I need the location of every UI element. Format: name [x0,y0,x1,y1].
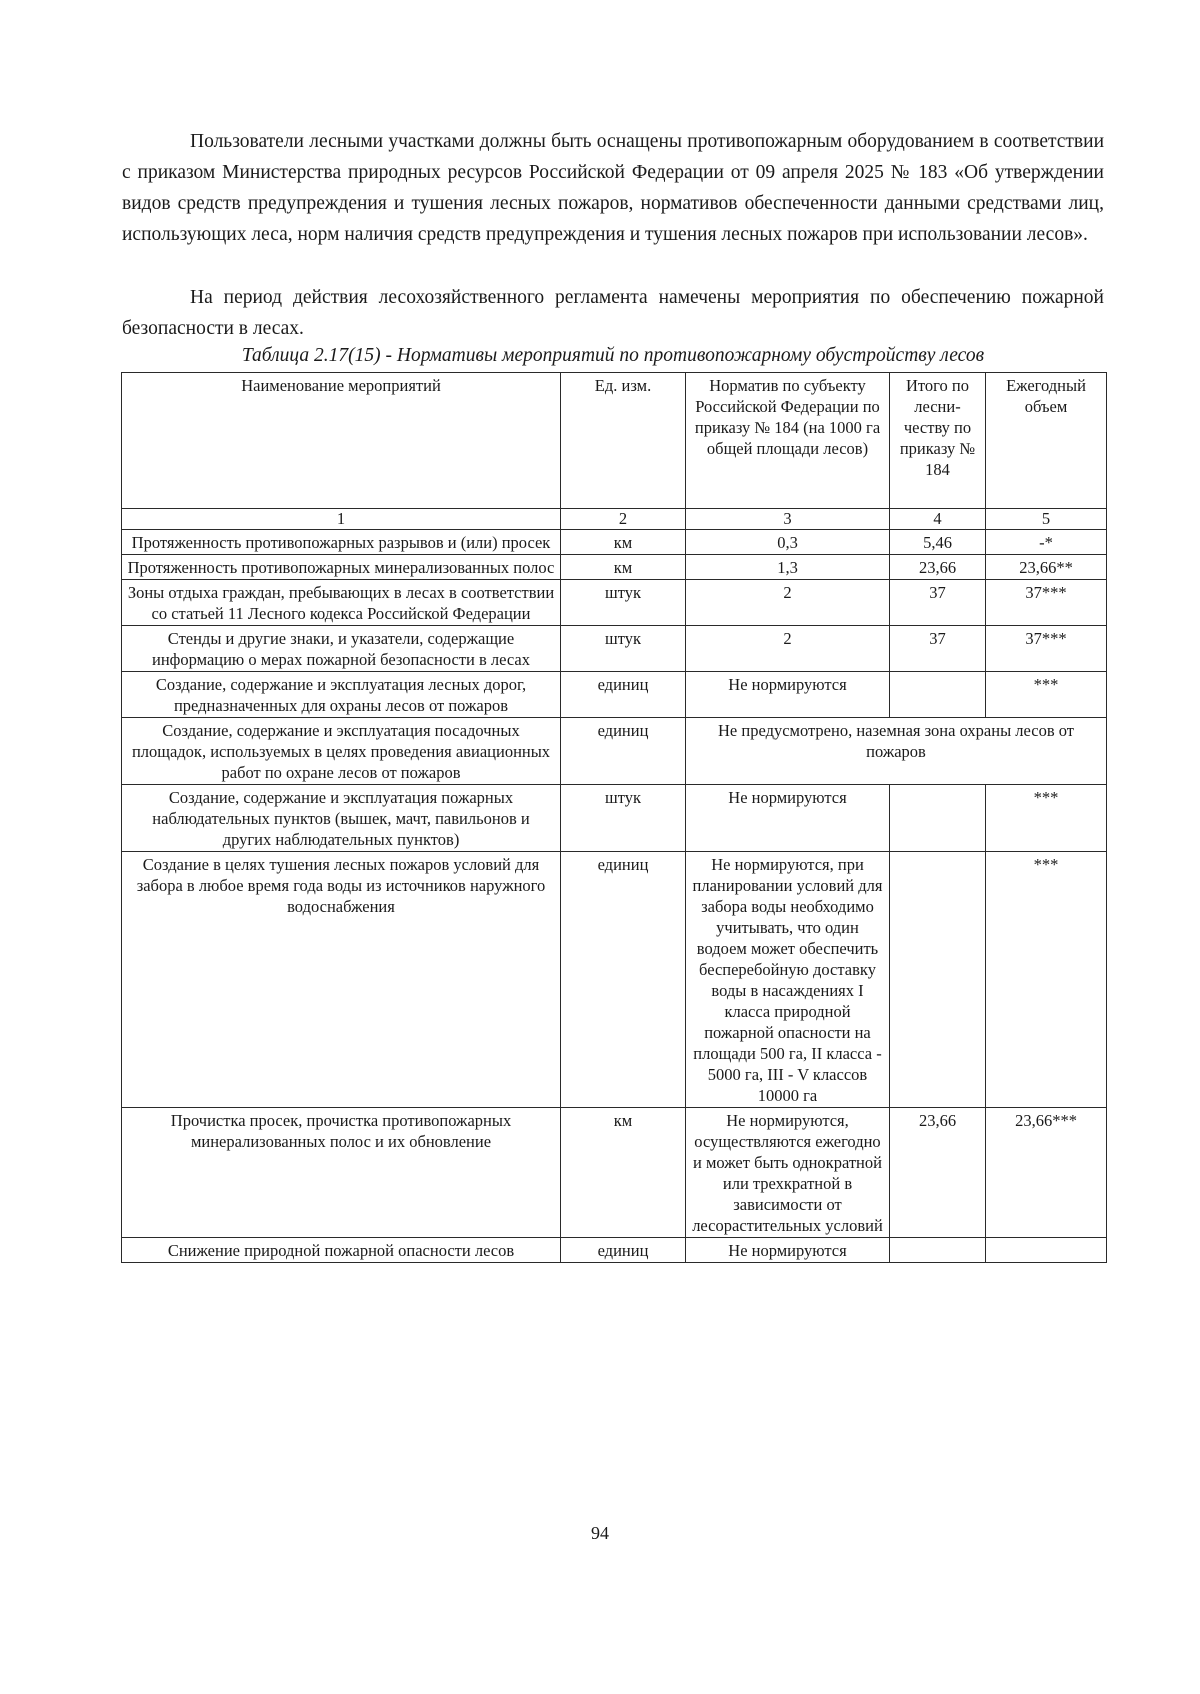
measure-unit: единиц [561,672,686,718]
measure-norm: Не нормируются, при планировании условий для забора воды необходимо учитывать, что один водоем может обеспечить бесперебойную доставку воды в насаждениях I класса природной пожарной опасности на площади 500 га, II класса - 5000 га, III - V классов 10000 га [686,852,890,1108]
table-row [122,785,1107,852]
measure-total [890,1238,986,1263]
measure-unit: штук [561,785,686,852]
measure-name: Стенды и другие знаки, и указатели, содержащие информацию о мерах пожарной безопасности в лесах [122,626,561,672]
table-row [122,530,1107,555]
measure-merged-note: Не предусмотрено, наземная зона охраны лесов от пожаров [686,718,1107,785]
measure-total [890,672,986,718]
measure-name: Создание, содержание и эксплуатация лесных дорог, предназначенных для охраны лесов от пожаров [122,672,561,718]
measure-name: Создание, содержание и эксплуатация посадочных площадок, используемых в целях проведения авиационных работ по охране лесов от пожаров [122,718,561,785]
intro-paragraph: Пользователи лесными участками должны быть оснащены противопожарным оборудованием в соответствии с приказом Министерства природных ресурсов Российской Федерации от 09 апреля 2025 № 183 «Об утверждении видов средств предупреждения и тушения лесных пожаров, нормативов обеспеченности данными средствами лиц, использующих леса, норм наличия средств предупреждения и тушения лесных пожаров при использовании лесов». [122,131,1104,245]
measure-norm: Не нормируются, осуществляются ежегодно и может быть однократной или трехкратной в зависимости от лесорастительных условий [686,1108,890,1238]
measure-total: 5,46 [890,530,986,555]
header-measure-name: Наименование мероприятий [122,373,561,509]
header-unit: Ед. изм. [561,373,686,509]
measure-norm: 0,3 [686,530,890,555]
table-row [122,580,1107,626]
column-number: 2 [561,509,686,530]
fire-measures-table [121,372,1107,1263]
table-header-row [122,373,1107,509]
table-row [122,555,1107,580]
page-number: 94 [591,1523,609,1543]
measure-name: Создание в целях тушения лесных пожаров условий для забора в любое время года воды из источников наружного водоснабжения [122,852,561,1108]
measure-norm: 2 [686,626,890,672]
table-row [122,718,1107,785]
measure-norm: 1,3 [686,555,890,580]
measure-norm: Не нормируются [686,672,890,718]
measure-unit: штук [561,580,686,626]
measure-annual: *** [986,785,1107,852]
plan-paragraph: На период действия лесохозяйственного регламента намечены мероприятия по обеспечению пожарной безопасности в лесах. [122,287,1104,339]
table-row [122,1238,1107,1263]
table-row [122,852,1107,1108]
measure-annual: 37*** [986,580,1107,626]
measure-annual: -* [986,530,1107,555]
measure-norm: Не нормируются [686,785,890,852]
column-number: 1 [122,509,561,530]
measure-annual: 23,66** [986,555,1107,580]
measure-total: 23,66 [890,555,986,580]
measure-unit: единиц [561,852,686,1108]
measure-unit: единиц [561,1238,686,1263]
measure-annual [986,1238,1107,1263]
measure-annual: 23,66*** [986,1108,1107,1238]
measure-unit: единиц [561,718,686,785]
measure-unit: км [561,530,686,555]
measure-name: Создание, содержание и эксплуатация пожарных наблюдательных пунктов (вышек, мачт, павильонов и других наблюдательных пунктов) [122,785,561,852]
measure-name: Протяженность противопожарных минерализованных полос [122,555,561,580]
table-row [122,626,1107,672]
measure-total: 37 [890,626,986,672]
column-number: 3 [686,509,890,530]
column-number-row [122,509,1107,530]
header-total: Итого по лесни-честву по приказу № 184 [890,373,986,509]
measure-annual: *** [986,672,1107,718]
measure-total [890,852,986,1108]
measure-norm: Не нормируются [686,1238,890,1263]
table-row [122,672,1107,718]
column-number: 5 [986,509,1107,530]
measure-unit: штук [561,626,686,672]
measure-name: Протяженность противопожарных разрывов и (или) просек [122,530,561,555]
measure-annual: 37*** [986,626,1107,672]
measure-total [890,785,986,852]
header-annual: Ежегодный объем [986,373,1107,509]
measure-total: 37 [890,580,986,626]
measure-name: Снижение природной пожарной опасности лесов [122,1238,561,1263]
measure-unit: км [561,555,686,580]
measure-name: Прочистка просек, прочистка противопожарных минерализованных полос и их обновление [122,1108,561,1238]
measure-unit: км [561,1108,686,1238]
header-norm: Норматив по субъекту Российской Федерации по приказу № 184 (на 1000 га общей площади лесов) [686,373,890,509]
measure-total: 23,66 [890,1108,986,1238]
measure-norm: 2 [686,580,890,626]
column-number: 4 [890,509,986,530]
measure-name: Зоны отдыха граждан, пребывающих в лесах в соответствии со статьей 11 Лесного кодекса Российской Федерации [122,580,561,626]
measure-annual: *** [986,852,1107,1108]
table-caption: Таблица 2.17(15) - Нормативы мероприятий по противопожарному обустройству лесов [241,345,985,366]
table-row [122,1108,1107,1238]
